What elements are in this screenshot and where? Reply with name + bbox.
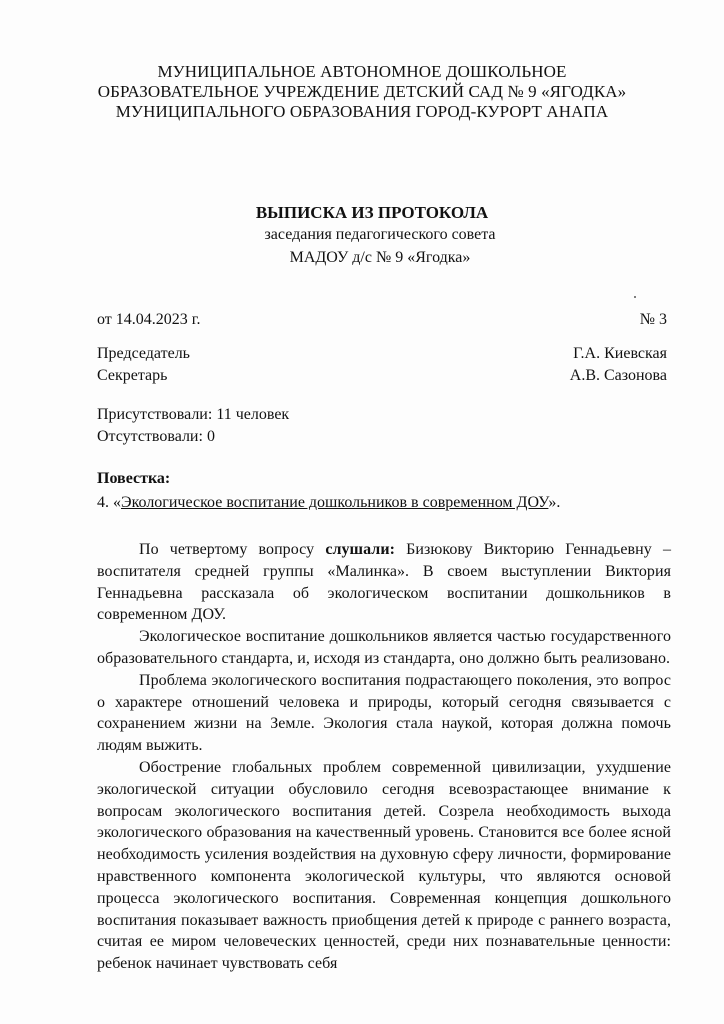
secretary-row [97, 367, 667, 385]
protocol-date: от 14.04.2023 г. [97, 311, 201, 328]
header-line-1: МУНИЦИПАЛЬНОЕ АВТОНОМНОЕ ДОШКОЛЬНОЕ [157, 62, 567, 81]
scan-speck [634, 296, 636, 298]
secretary-name: А.В. Сазонова [569, 367, 667, 384]
paragraph-3: Проблема экологического воспитания подрастающего поколения, это вопрос о характере отношений человека и природы, который сегодня связывается с сохранением жизни на Земле. Экология стала наукой, которая должна помочь людям выжить. [97, 671, 671, 755]
header-line-3: МУНИЦИПАЛЬНОГО ОБРАЗОВАНИЯ ГОРОД-КУРОРТ АНАПА [115, 102, 609, 121]
agenda-item-text: Экологическое воспитание дошкольников в современном ДОУ [121, 494, 549, 511]
document-subtitle-1: заседания педагогического совета [264, 226, 496, 243]
agenda-item-prefix: 4. « [97, 494, 121, 511]
agenda-item [97, 494, 560, 512]
protocol-number: № 3 [639, 311, 667, 328]
chair-name: Г.А. Киевская [573, 345, 667, 362]
paragraph-1-heard: слушали: [325, 541, 395, 558]
attendance-present: Присутствовали: 11 человек [97, 406, 290, 423]
agenda-item-suffix: ». [548, 494, 561, 511]
chair-row [97, 345, 667, 363]
paragraph-1 [97, 539, 671, 626]
agenda-label: Повестка: [97, 470, 171, 487]
secretary-label: Секретарь [97, 367, 168, 384]
attendance-absent: Отсутствовали: 0 [97, 428, 215, 445]
paragraph-4: Обострение глобальных проблем современной цивилизации, ухудшение экологической ситуации обусловило сегодня всевозрастающее внимание к вопросам экологического воспитания детей. Созрела необходимость выхода экологического образования на качественный уровень. Становится все более ясной необходимость усиления воздействия на духовную сферу личности, формирование нравственного компонента экологической культуры, что являются основой процесса экологического воспитания. Современная концепция дошкольного воспитания показывает важность приобщения детей к природе с раннего возраста, считая ее миром человеческих ценностей, среди них познавательные ценности: ребенок начинает чувствовать себя [97, 758, 671, 973]
document-subtitle-2: МАДОУ д/с № 9 «Ягодка» [289, 249, 471, 266]
date-number-row [97, 311, 667, 329]
document-title: ВЫПИСКА ИЗ ПРОТОКОЛА [255, 203, 489, 222]
paragraph-2: Экологическое воспитание дошкольников является частью государственного образовательного стандарта, и, исходя из стандарта, оно должно быть реализовано. [97, 628, 671, 667]
paragraph-1-lead: По четвертому вопросу [139, 541, 326, 558]
paragraph-1-text: Бизюкову Викторию Геннадьевну – воспитателя средней группы «Малинка». В своем выступлении Виктория Геннадьевна рассказала об экологическом воспитании дошкольников в современном ДОУ. [97, 541, 672, 624]
header-line-2: ОБРАЗОВАТЕЛЬНОЕ УЧРЕЖДЕНИЕ ДЕТСКИЙ САД № 9 «ЯГОДКА» [97, 82, 627, 101]
chair-label: Председатель [97, 345, 190, 362]
protocol-body [97, 539, 671, 975]
organization-header [0, 62, 724, 122]
